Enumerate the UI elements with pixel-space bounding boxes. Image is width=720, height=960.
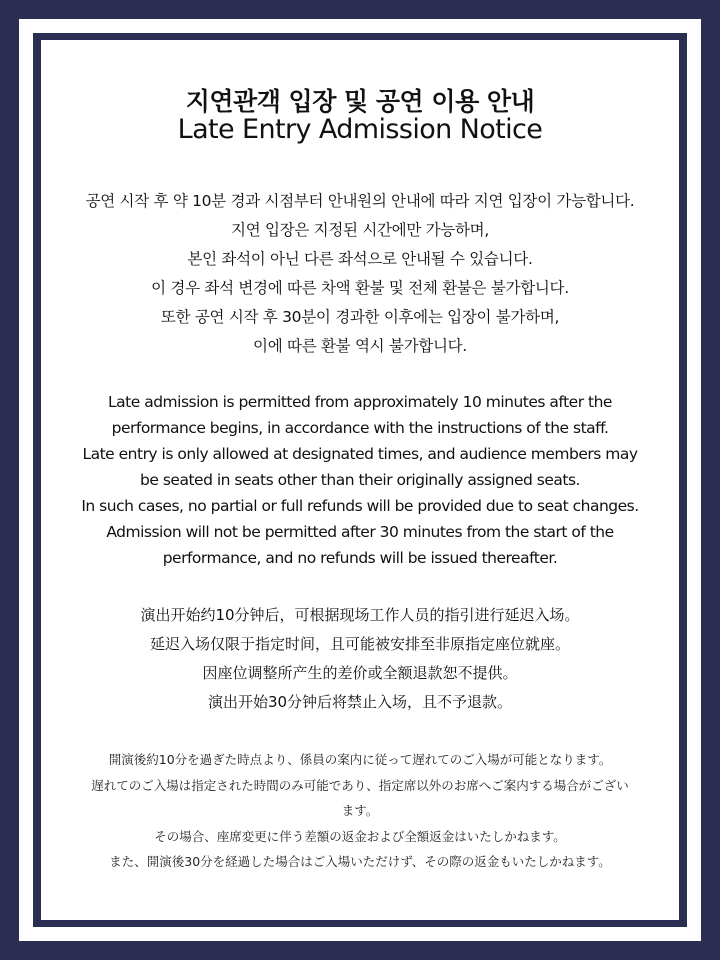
- notice-card: [41, 40, 679, 920]
- english-line: be seated in seats other than their originally assigned seats.: [140, 471, 580, 489]
- korean-line: 본인 좌석이 아닌 다른 좌석으로 안내될 수 있습니다.: [187, 250, 533, 268]
- korean-line: 이 경우 좌석 변경에 따른 차액 환불 및 전체 환불은 불가합니다.: [151, 279, 569, 297]
- japanese-line: ます。: [341, 803, 379, 818]
- english-line: performance, and no refunds will be issued thereafter.: [162, 549, 558, 567]
- korean-line: 공연 시작 후 약 10분 경과 시점부터 안내원의 안내에 따라 지연 입장이 가능합니다.: [85, 192, 635, 210]
- english-line: Late admission is permitted from approximately 10 minutes after the: [108, 393, 612, 411]
- japanese-notice: [41, 747, 679, 875]
- english-line: In such cases, no partial or full refunds will be provided due to seat changes.: [81, 497, 639, 515]
- japanese-line: 開演後約10分を過ぎた時点より、係員の案内に従って遅れてのご入場が可能となります。: [108, 752, 612, 767]
- chinese-line: 演出开始约10分钟后，可根据现场工作人员的指引进行延迟入场。: [140, 606, 580, 624]
- japanese-line: その場合、座席変更に伴う差額の返金および全額返金はいたしかねます。: [154, 828, 566, 844]
- english-line: Admission will not be permitted after 30 minutes from the start of the: [106, 523, 614, 541]
- korean-notice: [41, 187, 679, 361]
- chinese-line: 延迟入场仅限于指定时间，且可能被安排至非原指定座位就座。: [149, 635, 570, 653]
- english-line: performance begins, in accordance with the instructions of the staff.: [111, 419, 609, 437]
- chinese-line: 因座位调整所产生的差价或全额退款恕不提供。: [202, 664, 518, 682]
- korean-line: 이에 따른 환불 역시 불가합니다.: [253, 337, 467, 355]
- chinese-notice: [41, 601, 679, 717]
- korean-line: 지연 입장은 지정된 시간에만 가능하며,: [231, 221, 489, 239]
- english-notice: [41, 389, 679, 571]
- korean-line: 또한 공연 시작 후 30분이 경과한 이후에는 입장이 불가하며,: [160, 308, 560, 326]
- japanese-line: また、開演後30分を経過した場合はご入場いただけず、その際の返金もいたしかねます。: [109, 854, 611, 869]
- title-english: Late Entry Admission Notice: [177, 114, 543, 145]
- english-line: Late entry is only allowed at designated times, and audience members may: [82, 445, 638, 463]
- chinese-line: 演出开始30分钟后将禁止入场，且不予退款。: [207, 693, 513, 711]
- title-korean: 지연관객 입장 및 공연 이용 안내: [185, 87, 535, 116]
- japanese-line: 遅れてのご入場は指定された時間のみ可能であり、指定席以外のお席へご案内する場合がござい: [91, 777, 629, 793]
